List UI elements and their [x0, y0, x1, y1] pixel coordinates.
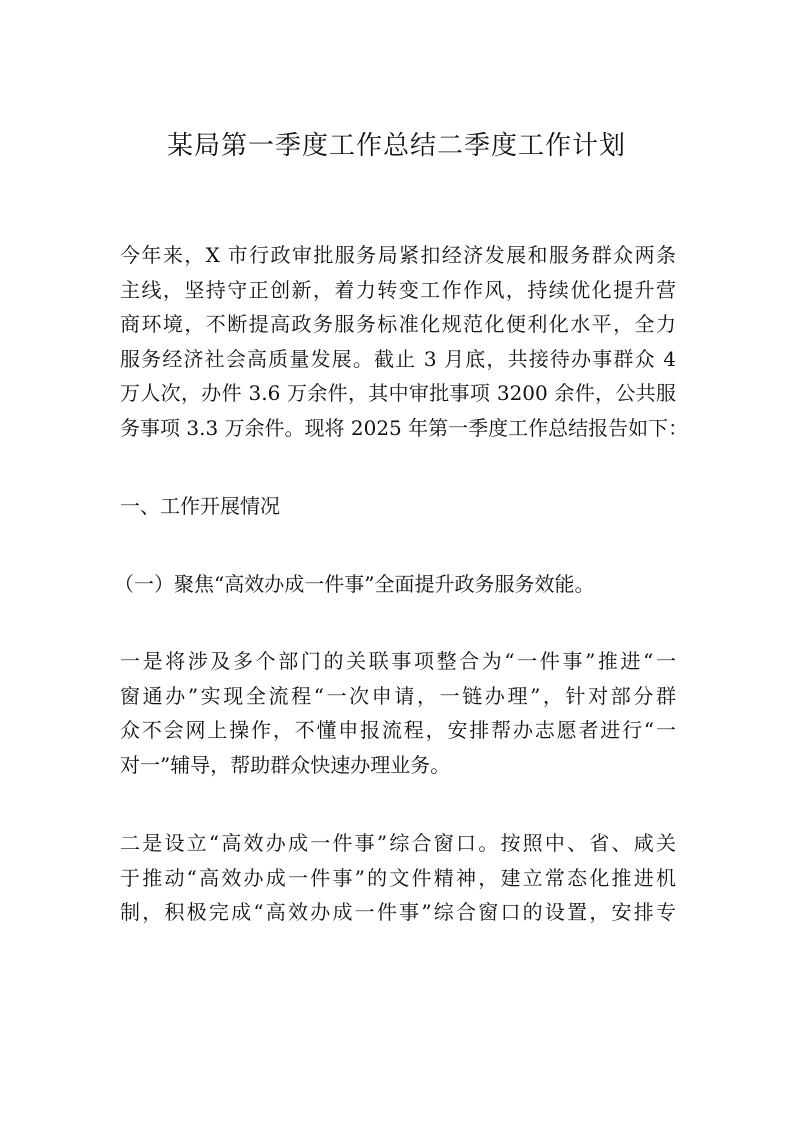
- paragraph-spacer: [120, 782, 676, 826]
- intro-paragraph: [120, 238, 689, 445]
- point-one-line: 众不会网上操作，不懂申报流程，安排帮办志愿者进行“一: [120, 718, 676, 742]
- intro-line: 主线，坚持守正创新，着力转变工作作风，持续优化提升营: [120, 277, 676, 302]
- point-one-paragraph: [120, 644, 676, 782]
- section-heading: 一、工作开展情况: [120, 494, 280, 518]
- point-two-line: 于推动“高效办成一件事”的文件精神，建立常态化推进机: [120, 865, 676, 890]
- paragraph-spacer: [120, 445, 676, 489]
- paragraph-spacer: [120, 601, 676, 644]
- point-one-line: 窗通办”实现全流程“一次申请，一链办理”，针对部分群: [120, 683, 676, 708]
- intro-line: 商环境，不断提高政务服务标准化规范化便利化水平，全力: [120, 312, 676, 336]
- point-two-paragraph: [120, 826, 676, 930]
- point-one-line: 一是将涉及多个部门的关联事项整合为“一件事”推进“一: [120, 649, 676, 673]
- document-body: [114, 238, 689, 930]
- point-two-line: 二是设立“高效办成一件事”综合窗口。按照中、省、咸关: [120, 831, 676, 855]
- intro-line: 务事项 3.3 万余件。现将 2025 年第一季度工作总结报告如下：: [120, 415, 689, 440]
- intro-line: 服务经济社会高质量发展。截止 3 月底，共接待办事群众 4: [120, 346, 676, 371]
- intro-line: 万人次，办件 3.6 万余件，其中审批事项 3200 余件，公共服: [120, 381, 676, 405]
- point-two-line: 制，积极完成“高效办成一件事”综合窗口的设置，安排专: [120, 900, 676, 924]
- subsection-heading: （一）聚焦“高效办成一件事”全面提升政务服务效能。: [114, 571, 595, 596]
- point-one-line: 对一”辅导，帮助群众快速办理业务。: [120, 752, 451, 777]
- document-title: 某局第一季度工作总结二季度工作计划: [166, 131, 626, 161]
- intro-line: 今年来，X 市行政审批服务局紧扣经济发展和服务群众两条: [120, 243, 676, 267]
- paragraph-spacer: [120, 524, 676, 567]
